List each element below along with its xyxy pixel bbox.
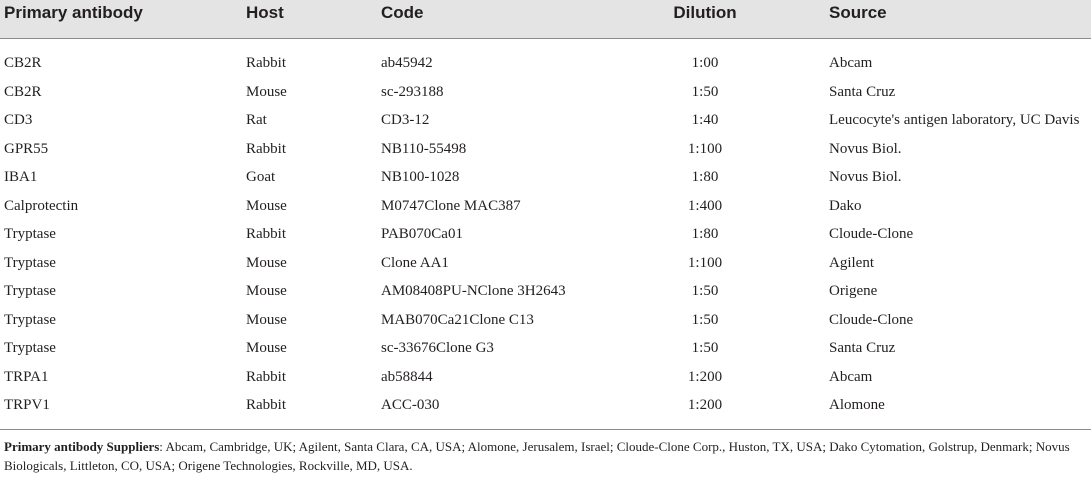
cell-host: Mouse — [246, 197, 287, 214]
table-row — [0, 334, 1091, 363]
cell-source: Cloude-Clone — [829, 311, 914, 328]
table-row — [0, 49, 1091, 78]
table-row — [0, 363, 1091, 392]
cell-primary-antibody: Tryptase — [4, 226, 56, 242]
cell-primary-antibody: CB2R — [4, 55, 42, 71]
cell-source: Alomone — [829, 397, 885, 413]
cell-code: CD3-12 — [381, 112, 430, 128]
cell-dilution: 1:80 — [691, 169, 719, 185]
cell-source: Santa Cruz — [829, 83, 896, 100]
cell-source: Leucocyte's antigen laboratory, UC Davis — [829, 112, 1080, 128]
cell-primary-antibody: Tryptase — [4, 311, 56, 328]
cell-code: AM08408PU-NClone 3H2643 — [381, 283, 566, 299]
cell-code: ab45942 — [381, 55, 433, 71]
cell-code: M0747Clone MAC387 — [381, 197, 521, 214]
cell-code: NB110-55498 — [381, 140, 467, 157]
cell-source: Santa Cruz — [829, 340, 896, 356]
cell-source: Abcam — [829, 55, 873, 71]
cell-primary-antibody: Tryptase — [4, 283, 56, 299]
cell-dilution: 1:200 — [687, 368, 723, 385]
cell-code: Clone AA1 — [381, 254, 449, 271]
cell-source: Origene — [829, 283, 878, 299]
cell-code: PAB070Ca01 — [381, 226, 463, 242]
cell-code: MAB070Ca21Clone C13 — [381, 311, 534, 328]
cell-primary-antibody: TRPA1 — [4, 368, 49, 385]
cell-dilution: 1:400 — [687, 197, 723, 214]
cell-code: NB100-1028 — [381, 169, 460, 185]
cell-dilution: 1:50 — [691, 311, 719, 328]
cell-source: Dako — [829, 197, 862, 214]
cell-dilution: 1:00 — [691, 55, 719, 71]
cell-code: sc-293188 — [381, 83, 444, 100]
table-row — [0, 220, 1091, 249]
header-source: Source — [829, 3, 887, 22]
cell-source: Agilent — [829, 254, 874, 271]
cell-source: Novus Biol. — [829, 140, 902, 157]
table-row — [0, 249, 1091, 278]
table-row — [0, 135, 1091, 164]
cell-code: sc-33676Clone G3 — [381, 340, 494, 356]
cell-primary-antibody: Calprotectin — [4, 197, 79, 214]
header-dilution: Dilution — [673, 3, 737, 22]
table-row — [0, 163, 1091, 192]
table-bottom-rule — [0, 429, 1091, 430]
table-row — [0, 106, 1091, 135]
cell-code: ab58844 — [381, 368, 433, 385]
cell-primary-antibody: TRPV1 — [4, 397, 50, 413]
footnote-label: Primary antibody Suppliers — [4, 439, 160, 454]
cell-host: Mouse — [246, 340, 287, 356]
cell-host: Mouse — [246, 83, 287, 100]
table-row — [0, 277, 1091, 306]
header-host: Host — [246, 3, 284, 22]
cell-host: Mouse — [246, 254, 287, 271]
cell-host: Rabbit — [246, 368, 286, 385]
cell-dilution: 1:100 — [687, 140, 723, 157]
cell-source: Novus Biol. — [829, 169, 902, 185]
cell-host: Rabbit — [246, 226, 286, 242]
cell-dilution: 1:40 — [691, 112, 719, 128]
cell-primary-antibody: IBA1 — [4, 169, 38, 185]
header-code: Code — [381, 3, 424, 22]
cell-host: Rabbit — [246, 397, 286, 413]
cell-host: Rabbit — [246, 140, 286, 157]
table-row — [0, 391, 1091, 420]
header-primary-antibody: Primary antibody — [4, 3, 143, 22]
cell-host: Goat — [246, 169, 276, 185]
table-footnote — [4, 437, 1084, 475]
cell-source: Abcam — [829, 368, 873, 385]
footnote-text: : Abcam, Cambridge, UK; Agilent, Santa Clara, CA, USA; Alomone, Jerusalem, Israel; Cloude-Clone Corp., Huston, TX, USA; Dako Cytomation, Golstrup, Denmark; Novus Biologicals, Littleton, CO, USA; Origene Technologies, Rockville, MD, USA. — [4, 439, 1070, 473]
cell-dilution: 1:80 — [691, 226, 719, 242]
cell-dilution: 1:100 — [687, 254, 723, 271]
cell-dilution: 1:200 — [687, 397, 723, 413]
cell-host: Rabbit — [246, 55, 286, 71]
cell-dilution: 1:50 — [691, 83, 719, 100]
cell-primary-antibody: GPR55 — [4, 140, 49, 157]
cell-primary-antibody: Tryptase — [4, 340, 56, 356]
table-row — [0, 306, 1091, 335]
cell-primary-antibody: CD3 — [4, 112, 33, 128]
cell-host: Rat — [246, 112, 267, 128]
cell-host: Mouse — [246, 311, 287, 328]
table-row — [0, 192, 1091, 221]
cell-code: ACC-030 — [381, 397, 440, 413]
table-row — [0, 78, 1091, 107]
cell-primary-antibody: Tryptase — [4, 254, 56, 271]
cell-primary-antibody: CB2R — [4, 83, 42, 100]
cell-dilution: 1:50 — [691, 283, 719, 299]
table-header — [0, 0, 1091, 39]
cell-dilution: 1:50 — [691, 340, 719, 356]
cell-source: Cloude-Clone — [829, 226, 914, 242]
cell-host: Mouse — [246, 283, 287, 299]
